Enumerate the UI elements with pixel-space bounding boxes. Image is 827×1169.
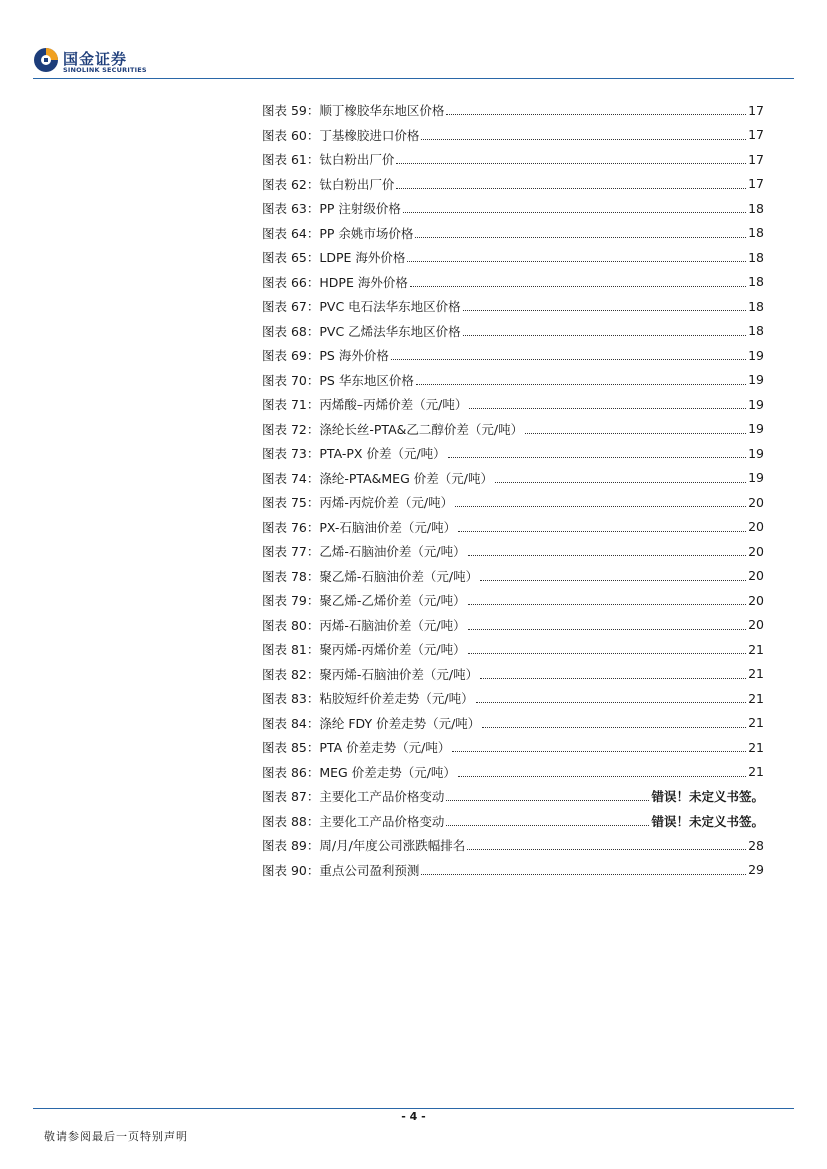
toc-entry-page: 20 bbox=[748, 617, 764, 633]
toc-entry-label: 图表 76：PX-石脑油价差（元/吨） bbox=[262, 519, 457, 535]
logo-english-name: SINOLINK SECURITIES bbox=[63, 66, 147, 74]
toc-entry[interactable] bbox=[262, 294, 764, 319]
toc-leader-dots bbox=[463, 309, 746, 311]
toc-entry[interactable] bbox=[262, 637, 764, 662]
toc-entry-page: 17 bbox=[748, 151, 764, 167]
toc-leader-dots bbox=[458, 775, 746, 777]
toc-entry-label: 图表 85：PTA 价差走势（元/吨） bbox=[262, 740, 451, 756]
toc-entry-page: 19 bbox=[748, 372, 764, 388]
toc-entry[interactable] bbox=[262, 221, 764, 246]
toc-entry-page: 21 bbox=[748, 641, 764, 657]
toc-entry[interactable] bbox=[262, 490, 764, 515]
toc-entry-page: 19 bbox=[748, 470, 764, 486]
toc-entry-label: 图表 63：PP 注射级价格 bbox=[262, 201, 401, 217]
toc-entry[interactable] bbox=[262, 613, 764, 638]
toc-entry-label: 图表 70：PS 华东地区价格 bbox=[262, 372, 414, 388]
toc-entry[interactable] bbox=[262, 564, 764, 589]
toc-entry-page: 18 bbox=[748, 225, 764, 241]
toc-entry[interactable] bbox=[262, 686, 764, 711]
logo-mark-icon bbox=[33, 47, 59, 73]
toc-entry-page: 19 bbox=[748, 396, 764, 412]
toc-leader-dots bbox=[446, 799, 649, 801]
toc-entry-label: 图表 65：LDPE 海外价格 bbox=[262, 250, 406, 266]
toc-entry[interactable] bbox=[262, 711, 764, 736]
toc-entry-label: 图表 78：聚乙烯-石脑油价差（元/吨） bbox=[262, 568, 479, 584]
toc-leader-dots bbox=[410, 285, 746, 287]
toc-entry-page: 21 bbox=[748, 666, 764, 682]
toc-entry[interactable] bbox=[262, 245, 764, 270]
toc-entry[interactable] bbox=[262, 319, 764, 344]
toc-entry-label: 图表 87：主要化工产品价格变动 bbox=[262, 789, 445, 805]
toc-entry-label: 图表 68：PVC 乙烯法华东地区价格 bbox=[262, 323, 461, 339]
toc-entry[interactable] bbox=[262, 172, 764, 197]
toc-leader-dots bbox=[446, 824, 649, 826]
toc-entry-label: 图表 67：PVC 电石法华东地区价格 bbox=[262, 299, 461, 315]
toc-entry[interactable] bbox=[262, 123, 764, 148]
toc-entry[interactable] bbox=[262, 98, 764, 123]
toc-entry[interactable] bbox=[262, 539, 764, 564]
toc-leader-dots bbox=[463, 334, 746, 336]
toc-entry-label: 图表 73：PTA-PX 价差（元/吨） bbox=[262, 446, 446, 462]
toc-leader-dots bbox=[480, 677, 746, 679]
toc-entry[interactable] bbox=[262, 368, 764, 393]
toc-entry[interactable] bbox=[262, 441, 764, 466]
toc-entry-label: 图表 75：丙烯-丙烷价差（元/吨） bbox=[262, 495, 454, 511]
toc-entry[interactable] bbox=[262, 343, 764, 368]
footer-divider bbox=[33, 1108, 794, 1109]
toc-entry[interactable] bbox=[262, 760, 764, 785]
toc-entry-page: 18 bbox=[748, 323, 764, 339]
toc-entry[interactable] bbox=[262, 466, 764, 491]
toc-entry-page: 17 bbox=[748, 102, 764, 118]
page-number: - 4 - bbox=[401, 1110, 426, 1123]
toc-entry[interactable] bbox=[262, 196, 764, 221]
toc-entry-label: 图表 90：重点公司盈利预测 bbox=[262, 862, 420, 878]
toc-entry-label: 图表 72：涤纶长丝-PTA&乙二醇价差（元/吨） bbox=[262, 421, 524, 437]
toc-entry[interactable] bbox=[262, 735, 764, 760]
toc-leader-dots bbox=[480, 579, 746, 581]
toc-leader-dots bbox=[415, 236, 746, 238]
toc-entry-page: 18 bbox=[748, 298, 764, 314]
toc-entry-page: 19 bbox=[748, 347, 764, 363]
toc-entry-page: 21 bbox=[748, 764, 764, 780]
toc-leader-dots bbox=[407, 260, 746, 262]
toc-leader-dots bbox=[482, 726, 746, 728]
toc-entry[interactable] bbox=[262, 662, 764, 687]
toc-leader-dots bbox=[525, 432, 746, 434]
toc-leader-dots bbox=[468, 652, 746, 654]
toc-entry-page: 19 bbox=[748, 445, 764, 461]
toc-entry-label: 图表 79：聚乙烯-乙烯价差（元/吨） bbox=[262, 593, 466, 609]
toc-leader-dots bbox=[391, 358, 746, 360]
toc-entry-label: 图表 86：MEG 价差走势（元/吨） bbox=[262, 764, 456, 780]
toc-entry-label: 图表 69：PS 海外价格 bbox=[262, 348, 389, 364]
toc-entry-page: 17 bbox=[748, 127, 764, 143]
toc-leader-dots bbox=[468, 554, 746, 556]
toc-entry-label: 图表 89：周/月/年度公司涨跌幅排名 bbox=[262, 838, 466, 854]
toc-leader-dots bbox=[396, 162, 746, 164]
toc-entry-page: 17 bbox=[748, 176, 764, 192]
toc-entry-page: 20 bbox=[748, 543, 764, 559]
toc-entry[interactable] bbox=[262, 392, 764, 417]
table-of-figures bbox=[262, 98, 764, 882]
toc-entry[interactable] bbox=[262, 858, 764, 883]
toc-entry-label: 图表 82：聚丙烯-石脑油价差（元/吨） bbox=[262, 666, 479, 682]
company-logo bbox=[33, 47, 153, 77]
toc-entry-label: 图表 64：PP 余姚市场价格 bbox=[262, 225, 414, 241]
toc-entry[interactable] bbox=[262, 784, 764, 809]
toc-entry[interactable] bbox=[262, 809, 764, 834]
toc-entry-page: 18 bbox=[748, 200, 764, 216]
toc-entry-label: 图表 88：主要化工产品价格变动 bbox=[262, 813, 445, 829]
toc-entry-page: 20 bbox=[748, 568, 764, 584]
toc-entry-page: 20 bbox=[748, 592, 764, 608]
toc-entry-label: 图表 62：钛白粉出厂价 bbox=[262, 176, 395, 192]
toc-leader-dots bbox=[403, 211, 746, 213]
toc-entry-page: 错误！未定义书签。 bbox=[651, 813, 764, 829]
toc-entry-page: 20 bbox=[748, 519, 764, 535]
page-header bbox=[0, 0, 827, 80]
toc-leader-dots bbox=[458, 530, 746, 532]
toc-leader-dots bbox=[452, 750, 746, 752]
toc-leader-dots bbox=[476, 701, 747, 703]
toc-leader-dots bbox=[469, 407, 746, 409]
toc-entry-page: 21 bbox=[748, 739, 764, 755]
toc-leader-dots bbox=[448, 456, 746, 458]
toc-entry-label: 图表 60：丁基橡胶进口价格 bbox=[262, 127, 420, 143]
toc-entry[interactable] bbox=[262, 588, 764, 613]
toc-entry-label: 图表 77：乙烯-石脑油价差（元/吨） bbox=[262, 544, 466, 560]
toc-leader-dots bbox=[396, 187, 746, 189]
toc-entry-label: 图表 59：顺丁橡胶华东地区价格 bbox=[262, 103, 445, 119]
toc-leader-dots bbox=[468, 628, 746, 630]
toc-entry-label: 图表 81：聚丙烯-丙烯价差（元/吨） bbox=[262, 642, 466, 658]
toc-leader-dots bbox=[421, 138, 746, 140]
header-divider bbox=[33, 78, 794, 79]
toc-leader-dots bbox=[416, 383, 746, 385]
toc-entry-page: 18 bbox=[748, 274, 764, 290]
toc-entry-page: 21 bbox=[748, 690, 764, 706]
toc-entry-label: 图表 80：丙烯-石脑油价差（元/吨） bbox=[262, 617, 466, 633]
toc-entry-label: 图表 66：HDPE 海外价格 bbox=[262, 274, 408, 290]
toc-entry[interactable] bbox=[262, 417, 764, 442]
toc-leader-dots bbox=[421, 873, 746, 875]
footer-disclaimer: 敬请参阅最后一页特别声明 bbox=[44, 1130, 188, 1143]
toc-entry-page: 20 bbox=[748, 494, 764, 510]
toc-entry-page: 19 bbox=[748, 421, 764, 437]
toc-entry-page: 18 bbox=[748, 249, 764, 265]
toc-entry[interactable] bbox=[262, 515, 764, 540]
toc-leader-dots bbox=[495, 481, 746, 483]
toc-entry-page: 28 bbox=[748, 837, 764, 853]
toc-entry-label: 图表 84：涤纶 FDY 价差走势（元/吨） bbox=[262, 715, 481, 731]
toc-entry-label: 图表 61：钛白粉出厂价 bbox=[262, 152, 395, 168]
toc-entry-label: 图表 71：丙烯酸–丙烯价差（元/吨） bbox=[262, 397, 468, 413]
toc-entry-label: 图表 83：粘胶短纤价差走势（元/吨） bbox=[262, 691, 474, 707]
toc-leader-dots bbox=[468, 603, 746, 605]
toc-leader-dots bbox=[455, 505, 746, 507]
toc-leader-dots bbox=[446, 113, 746, 115]
toc-entry[interactable] bbox=[262, 147, 764, 172]
toc-entry-page: 21 bbox=[748, 715, 764, 731]
toc-leader-dots bbox=[467, 848, 746, 850]
toc-entry-page: 错误！未定义书签。 bbox=[651, 789, 764, 805]
toc-entry[interactable] bbox=[262, 270, 764, 295]
logo-chinese-name: 国金证券 bbox=[63, 50, 128, 68]
toc-entry-page: 29 bbox=[748, 862, 764, 878]
toc-entry[interactable] bbox=[262, 833, 764, 858]
toc-entry-label: 图表 74：涤纶-PTA&MEG 价差（元/吨） bbox=[262, 470, 493, 486]
